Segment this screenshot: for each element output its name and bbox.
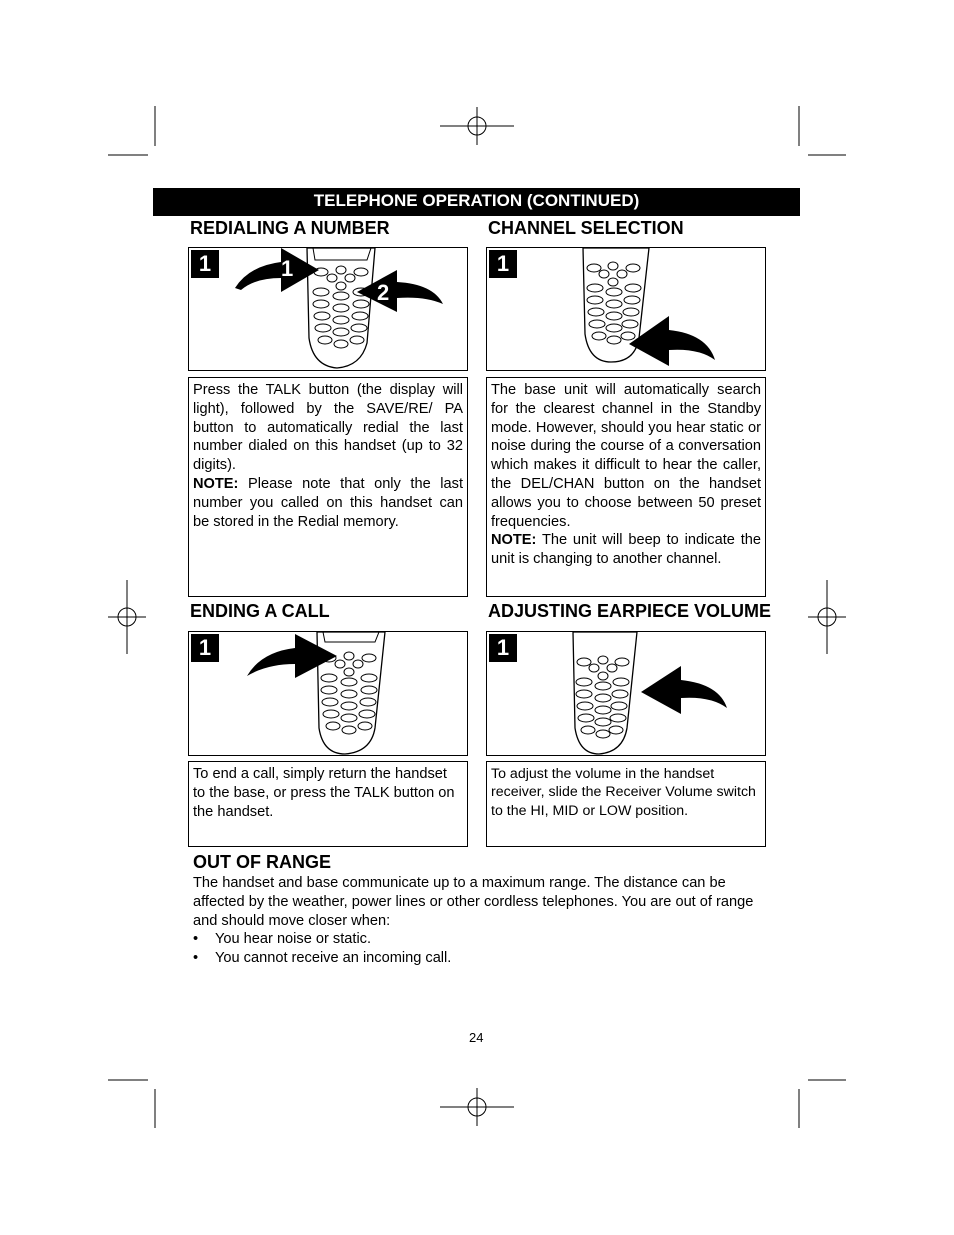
channel-note: The unit will beep to indicate the unit is changing to another channel. (491, 532, 761, 568)
arrow-left-icon (629, 316, 715, 366)
volume-heading: ADJUSTING EARPIECE VOLUME (488, 601, 772, 621)
callout-1: 1 (281, 256, 294, 281)
channel-description (486, 377, 766, 597)
range-heading: OUT OF RANGE (193, 852, 331, 872)
note-label: NOTE: (193, 475, 239, 492)
arrow-right-icon (235, 248, 319, 292)
channel-illustration (486, 247, 766, 371)
ending-body: To end a call, simply return the handset to the base, or press the TALK button on the handset. (193, 766, 455, 820)
redial-illustration (188, 247, 468, 371)
step-number: 1 (191, 250, 219, 278)
redial-note: Please note that only the last number you called on this handset can be stored in the Redial memory. (193, 475, 463, 530)
handset-icon (487, 632, 765, 755)
ending-heading: ENDING A CALL (190, 601, 330, 621)
arrow-left-icon (641, 666, 727, 714)
handset-icon (189, 248, 467, 370)
section-banner: TELEPHONE OPERATION (CONTINUED) (153, 188, 800, 216)
redial-body: Press the TALK button (the display will light), followed by the SAVE/RE/ PA button to automatically redial the last number dialed on this handset (up to 32 digits). (193, 382, 463, 474)
ending-description (188, 761, 468, 847)
handset-icon (189, 632, 467, 755)
list-item (193, 930, 593, 949)
range-body: The handset and base communicate up to a maximum range. The distance can be affected by the weather, power lines or other cordless telephones. You are out of range and should move closer when: (193, 875, 754, 929)
redial-heading: REDIALING A NUMBER (190, 218, 390, 238)
step-number: 1 (489, 634, 517, 662)
redial-description (188, 377, 468, 597)
volume-description (486, 761, 766, 847)
ending-illustration (188, 631, 468, 756)
bullet-icon: • (193, 950, 199, 966)
volume-body: To adjust the volume in the handset receiver, slide the Receiver Volume switch to the HI, MID or LOW position. (491, 766, 756, 819)
channel-heading: CHANNEL SELECTION (488, 218, 684, 238)
page-number: 24 (469, 1030, 484, 1045)
channel-body: The base unit will automatically search for the clearest channel in the Standby mode. However, should you hear static or noise during the course of a conversation which makes it difficult to hear the caller, the DEL/CHAN button on the handset allows you to choose between 50 preset frequencies. (491, 382, 761, 530)
volume-illustration (486, 631, 766, 756)
callout-2: 2 (377, 280, 390, 305)
step-number: 1 (489, 250, 517, 278)
handset-icon (487, 248, 765, 370)
bullet-icon: • (193, 931, 199, 947)
step-number: 1 (191, 634, 219, 662)
list-item (193, 949, 593, 968)
note-label: NOTE: (491, 532, 537, 549)
list-item-text: You hear noise or static. (215, 931, 372, 947)
list-item-text: You cannot receive an incoming call. (215, 950, 452, 966)
